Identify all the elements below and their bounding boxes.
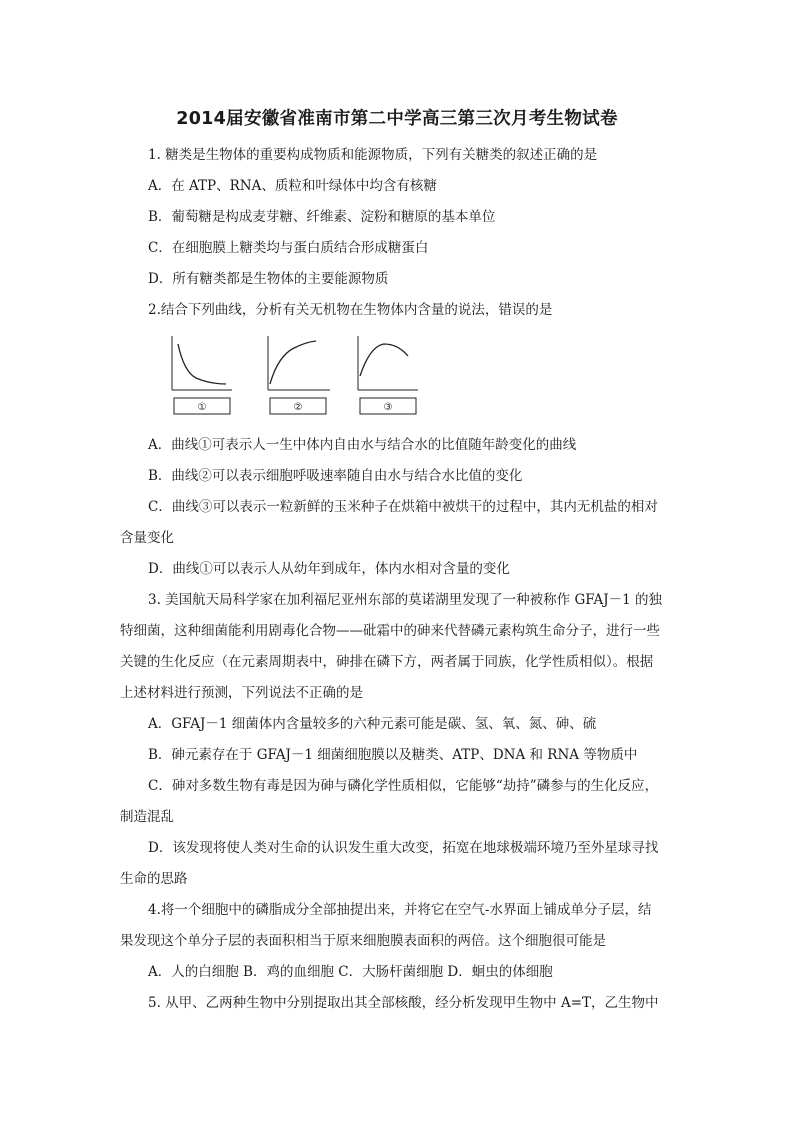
q3-option-a: A．GFAJ－1 细菌体内含量较多的六种元素可能是碳、氢、氧、氮、砷、硫 bbox=[148, 716, 597, 732]
q5-stem-line1: 5. 从甲、乙两种生物中分别提取出其全部核酸，经分析发现甲生物中 A=T，乙生物中 bbox=[148, 995, 659, 1011]
curve-label-2: ② bbox=[293, 402, 303, 413]
q2-option-d: D．曲线①可以表示人从幼年到成年，体内水相对含量的变化 bbox=[148, 561, 510, 577]
q3-stem-line3: 关键的生化反应（在元素周期表中，砷排在磷下方，两者属于同族，化学性质相似）。根据 bbox=[120, 654, 654, 670]
q3-option-c-line1: C．砷对多数生物有毒是因为砷与磷化学性质相似，它能够“劫持”磷参与的生化反应， bbox=[148, 778, 659, 794]
q3-option-d-line2: 生命的思路 bbox=[120, 871, 188, 887]
q3-option-d-line1: D．该发现将使人类对生命的认识发生重大改变，拓宽在地球极端环境乃至外星球寻找 bbox=[148, 840, 659, 856]
q3-stem-line2: 特细菌，这种细菌能利用剧毒化合物——砒霜中的砷来代替磷元素构筑生命分子，进行一些 bbox=[120, 623, 660, 639]
q1-option-d: D．所有糖类都是生物体的主要能源物质 bbox=[148, 271, 389, 287]
q2-option-a: A．曲线①可表示人一生中体内自由水与结合水的比值随年龄变化的曲线 bbox=[148, 437, 577, 453]
q2-curve-figures bbox=[160, 332, 420, 418]
q3-stem-line4: 上述材料进行预测，下列说法不正确的是 bbox=[120, 685, 363, 701]
curve-label-3: ③ bbox=[383, 402, 393, 413]
q1-option-a: A．在 ATP、RNA、质粒和叶绿体中均含有核糖 bbox=[148, 178, 437, 194]
q1-option-c: C．在细胞膜上糖类均与蛋白质结合形成糖蛋白 bbox=[148, 240, 429, 256]
page-title: 2014届安徽省准南市第二中学高三第三次月考生物试卷 bbox=[176, 109, 618, 129]
q1-stem: 1. 糖类是生物体的重要构成物质和能源物质，下列有关糖类的叙述正确的是 bbox=[148, 147, 598, 163]
q2-option-b: B．曲线②可以表示细胞呼吸速率随自由水与结合水比值的变化 bbox=[148, 468, 523, 484]
q2-option-c-line2: 含量变化 bbox=[120, 530, 174, 546]
q3-option-c-line2: 制造混乱 bbox=[120, 809, 174, 825]
q1-option-b: B．葡萄糖是构成麦芽糖、纤维素、淀粉和糖原的基本单位 bbox=[148, 209, 496, 225]
q3-stem-line1: 3. 美国航天局科学家在加利福尼亚州东部的莫诺湖里发现了一种被称作 GFAJ－1 的独 bbox=[148, 592, 662, 608]
q3-option-b: B．砷元素存在于 GFAJ－1 细菌细胞膜以及糖类、ATP、DNA 和 RNA 等物质中 bbox=[148, 747, 638, 763]
q2-option-c-line1: C．曲线③可以表示一粒新鲜的玉米种子在烘箱中被烘干的过程中，其内无机盐的相对 bbox=[148, 499, 658, 515]
curve-label-1: ① bbox=[197, 402, 207, 413]
q4-stem-line1: 4.将一个细胞中的磷脂成分全部抽提出来，并将它在空气-水界面上铺成单分子层，结 bbox=[148, 902, 652, 918]
q4-options: A．人的白细胞 B．鸡的血细胞 C．大肠杆菌细胞 D．蛔虫的体细胞 bbox=[148, 964, 553, 980]
q4-stem-line2: 果发现这个单分子层的表面积相当于原来细胞膜表面积的两倍。这个细胞很可能是 bbox=[120, 933, 606, 949]
q2-stem: 2.结合下列曲线，分析有关无机物在生物体内含量的说法，错误的是 bbox=[148, 302, 553, 318]
